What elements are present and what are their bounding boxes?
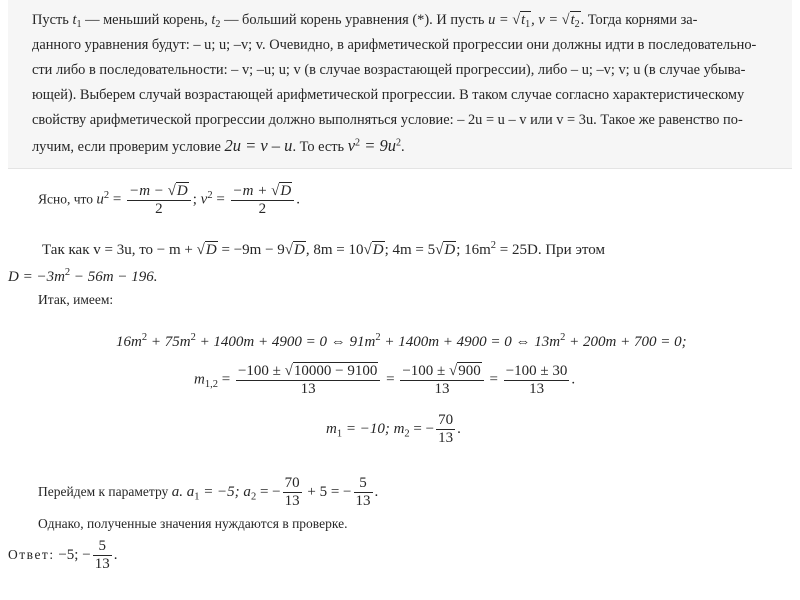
- text-line-3: сти либо в последовательности: – v; –u; u; v (в случае возрастающей прогрессии), либо – u; –v; v; u (в случае убыва-: [32, 62, 746, 78]
- fraction-v2: $\frac{-m + √D}{2}$: [231, 182, 295, 219]
- d-line: $D = -3m^2 - 56m - 196$.: [8, 267, 158, 285]
- top-text-panel: [8, 0, 792, 169]
- fraction-u2: $\frac{-m - √D}{2}$: [127, 182, 191, 219]
- roots-line: $m_{1,2}$ = $\frac{-100 \pm √10000 - 9100}{13}$ = $\frac{-100 \pm √900}{13}$ = $\frac{-100 \pm 30}{13}$ .: [194, 362, 576, 398]
- clear-line: Ясно, что $u^2$ = $\frac{-m - √D}{2}$ ; $v^2$ = $\frac{-m + √D}{2}$ .: [38, 183, 300, 218]
- text-line-5: свойству арифметической прогрессии должно выполняться условие: – 2u = u – v или v = 3u. Такое же равенство по-: [32, 112, 743, 128]
- parameter-line: Перейдем к параметру a. $a_1 = -5$; $a_2$ = − $\frac{70}{13}$ + 5 = − $\frac{5}{13}$ .: [38, 475, 379, 510]
- thus-line: Итак, имеем:: [38, 292, 114, 307]
- m-values-line: $m_1 = -10$; $m_2$ = − $\frac{70}{13}$ .: [326, 412, 461, 447]
- text-line-4: ющей). Выберем случай возрастающей арифметической прогрессии. В таком случае согласно характеристическому: [32, 87, 745, 103]
- text-line-2: данного уравнения будут: – u; u; –v; v. Очевидно, в арифметической прогрессии они должны идти в последовательно-: [32, 37, 757, 53]
- fraction-root-1: $\frac{-100 \pm √10000 - 9100}{13}$: [236, 362, 380, 399]
- bottom-text-panel: [8, 172, 792, 600]
- fraction-m2: $\frac{70}{13}$: [438, 412, 454, 447]
- text-line-1: Пусть $t_1$ — меньший корень, $t_2$ — больший корень уравнения (*). И пусть $u = √t_1$, $v = √t_2$. Тогда корнями за-: [32, 12, 698, 31]
- equation-line: $16m^2 + 75m^2 + 1400m + 4900 = 0$ ⇔ $91m^2 + 1400m + 4900 = 0$ ⇔ $13m^2 + 200m + 700 = 0$;: [116, 332, 687, 350]
- check-line: Однако, полученные значения нуждаются в проверке.: [38, 516, 348, 531]
- fraction-a2: $\frac{70}{13}$: [284, 475, 300, 510]
- text-line-6: лучим, если проверим условие 2u = v – u. То есть $v^2 = 9u^2$.: [32, 136, 405, 155]
- since-line: Так как v = 3u, то − m + √D = −9m − 9√D, 8m = 10√D; 4m = 5√D; $16m^2 = 25D$. При этом: [42, 240, 605, 258]
- answer-label: Ответ:: [8, 547, 55, 563]
- fraction-answer: $\frac{5}{13}$: [94, 538, 110, 573]
- answer-line: Ответ: −5; − $\frac{5}{13}$ .: [8, 538, 118, 573]
- fraction-a2-result: $\frac{5}{13}$: [355, 475, 371, 510]
- fraction-root-3: $\frac{-100 \pm 30}{13}$: [505, 362, 568, 397]
- fraction-root-2: $\frac{-100 \pm √900}{13}$: [400, 362, 483, 399]
